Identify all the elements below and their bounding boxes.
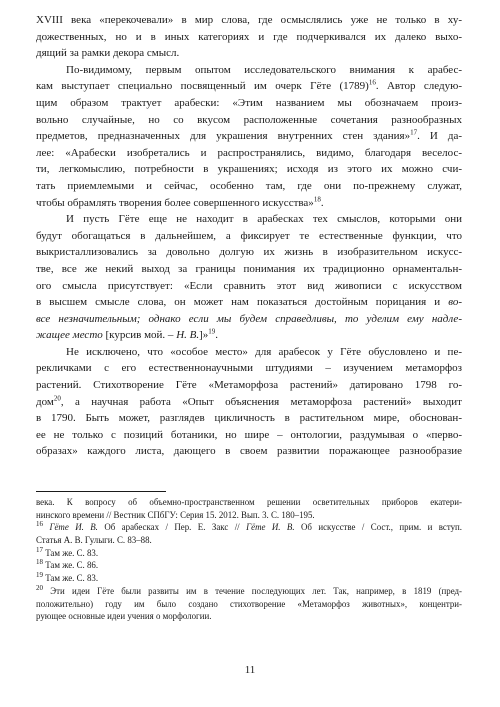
footnote-continued-line: века. К вопросу об объемно-пространственном решении осветительных приборов екатери- (36, 497, 462, 507)
text-span: . Автор следую- (375, 80, 462, 93)
text-line: образах» каждого листа, дающего в своем развитии поражающее разнообразие (36, 445, 462, 458)
footnote-number: 18 (36, 559, 43, 567)
text-line (36, 294, 462, 311)
footnote-text: Эти идеи Гёте были развиты им в течение последующих лет. Так, например, в 1819 (пред- (43, 585, 462, 596)
text-span: . И да- (417, 130, 462, 143)
footnote-20-line-2: положительно) году им было создано стихотворение «Метаморфоз животных», концентри- (36, 598, 462, 609)
footnote-number: 20 (36, 584, 43, 592)
text-span: . (215, 329, 219, 342)
text-line: тве, все же некий выход за границы понимания их традиционно орнаментальн- (36, 262, 462, 275)
text-line: выкристаллизовались за довольно долгую их жизнь в изобразительном искусс- (36, 246, 462, 259)
footnote-text: Там же. С. 86. (43, 560, 99, 571)
text-line: щим образом трактует арабески: «Этим названием мы обозначаем произ- (36, 96, 462, 109)
text-span: . (320, 196, 324, 209)
text-line: ти, легкомыслию, потребности в украшениях; исходя из этого их можно счи- (36, 163, 462, 176)
text-line: дожественных, но и в иных категориях и где подчеркивался их далеко выхо- (36, 30, 462, 43)
text-span: дом (36, 395, 54, 408)
text-span: , а научная работа «Опыт объяснения метаморфоза растений» выходит (60, 395, 462, 408)
text-line (36, 128, 462, 145)
footnote-17 (36, 547, 462, 560)
footnote-ref-17[interactable]: 17 (410, 128, 418, 137)
footnote-ref-18[interactable]: 18 (313, 194, 321, 203)
text-line: будут обогащаться в дальнейшем, а фиксирует те естественные функции, что (36, 229, 462, 242)
footnote-text: Там же. С. 83. (43, 573, 99, 584)
footnotes (36, 496, 462, 623)
footnote-text: Об арабесках / Пер. Е. Закс // (97, 522, 247, 533)
footnote-number: 17 (36, 546, 43, 554)
italic-span: все незначительным; (36, 312, 149, 325)
text-line (36, 394, 462, 411)
footnote-text: Там же. С. 83. (43, 547, 99, 558)
text-line: ее не только с позиций ботаники, но шире – онтологии, раздумывая о «перво- (36, 428, 462, 441)
paragraph-3 (36, 211, 462, 344)
footnote-continued-line: нинского времени // Вестник СПбГУ: Серия 15. 2012. Вып. 3. С. 180–195. (36, 509, 315, 520)
footnote-19 (36, 572, 462, 585)
footnote-author: Гёте И. В. (49, 522, 98, 533)
footnote-number: 19 (36, 572, 43, 580)
italic-span: жащее место (36, 329, 103, 342)
paragraph-4 (36, 344, 462, 460)
text-line: XVIII века «перекочевали» в мир слова, где осмыслялись уже не только в ху- (36, 14, 462, 26)
text-line: Не исключено, что «особое место» для арабесок у Гёте обусловлено и пе- (66, 345, 462, 358)
text-line: рекличками с его естественнонаучными штудиями – изучением метаморфоз (36, 362, 462, 375)
footnote-text: Об искусстве / Сост., прим. и вступ. (294, 522, 462, 533)
text-line: вольно случайные, но со вкусом расположенные сочетания разнообразных (36, 113, 462, 126)
italic-span: Н. В. (176, 329, 200, 342)
footnote-18 (36, 559, 462, 572)
text-span: чтобы обрамлять творения более совершенного искусства» (36, 196, 314, 209)
text-line: По-видимому, первым опытом исследовательского внимания к арабес- (66, 63, 462, 76)
text-span: в высшем смысле слова, он может нам показаться достойным порицания и (36, 296, 449, 309)
footnote-separator (36, 491, 166, 492)
text-line: тать приемлемыми и сейчас, особенно там, где они по-прежнему служат, (36, 179, 462, 192)
text-span: [курсив мой. – (102, 329, 177, 342)
footnote-ref-19[interactable]: 19 (208, 327, 216, 336)
text-line (36, 311, 462, 328)
text-line: лее: «Арабески изобретались и распространялись, видимо, благодаря веселос- (36, 146, 462, 159)
text-span: предметов, предназначенных для украшения внутренних стен здания» (36, 130, 411, 143)
text-span: ]» (199, 329, 209, 342)
text-line: И пусть Гёте еще не находит в арабесках тех смыслов, которыми они (66, 213, 462, 226)
text-line: ого смысла присутствует: «Если сравнить этот вид живописи с искусством (36, 279, 462, 292)
footnote-16-line-2: Статья А. В. Гулыги. С. 83–88. (36, 535, 152, 546)
text-line (36, 78, 462, 95)
footnote-ref-16[interactable]: 16 (368, 78, 376, 87)
body-text (36, 12, 462, 460)
text-line: дящий за рамки декора смысл. (36, 47, 180, 60)
footnote-16 (36, 521, 462, 534)
footnote-20 (36, 585, 462, 598)
paragraph-1 (36, 12, 462, 62)
footnote-ref-20[interactable]: 20 (53, 394, 61, 402)
text-line (36, 327, 462, 344)
paragraph-2 (36, 62, 462, 211)
footnote-number: 16 (36, 521, 43, 529)
text-span: кам выступает специально посвященный им очерк Гёте (1789) (36, 80, 369, 93)
text-line: в 1790. Быть может, разглядев цикличность в растительном мире, обоснован- (36, 412, 462, 425)
italic-span: однако если мы будем справедливы, то уделим ему надле- (148, 312, 462, 325)
page-number: 11 (244, 664, 256, 676)
footnote-20-line-3: рующее основные идеи учения о морфологии. (36, 611, 212, 622)
footnote-author: Гёте И. В. (246, 522, 295, 533)
text-line: растений. Стихотворение Гёте «Метаморфоза растений» датировано 1798 го- (36, 379, 462, 392)
text-line (36, 195, 462, 212)
italic-span: во- (448, 296, 462, 309)
